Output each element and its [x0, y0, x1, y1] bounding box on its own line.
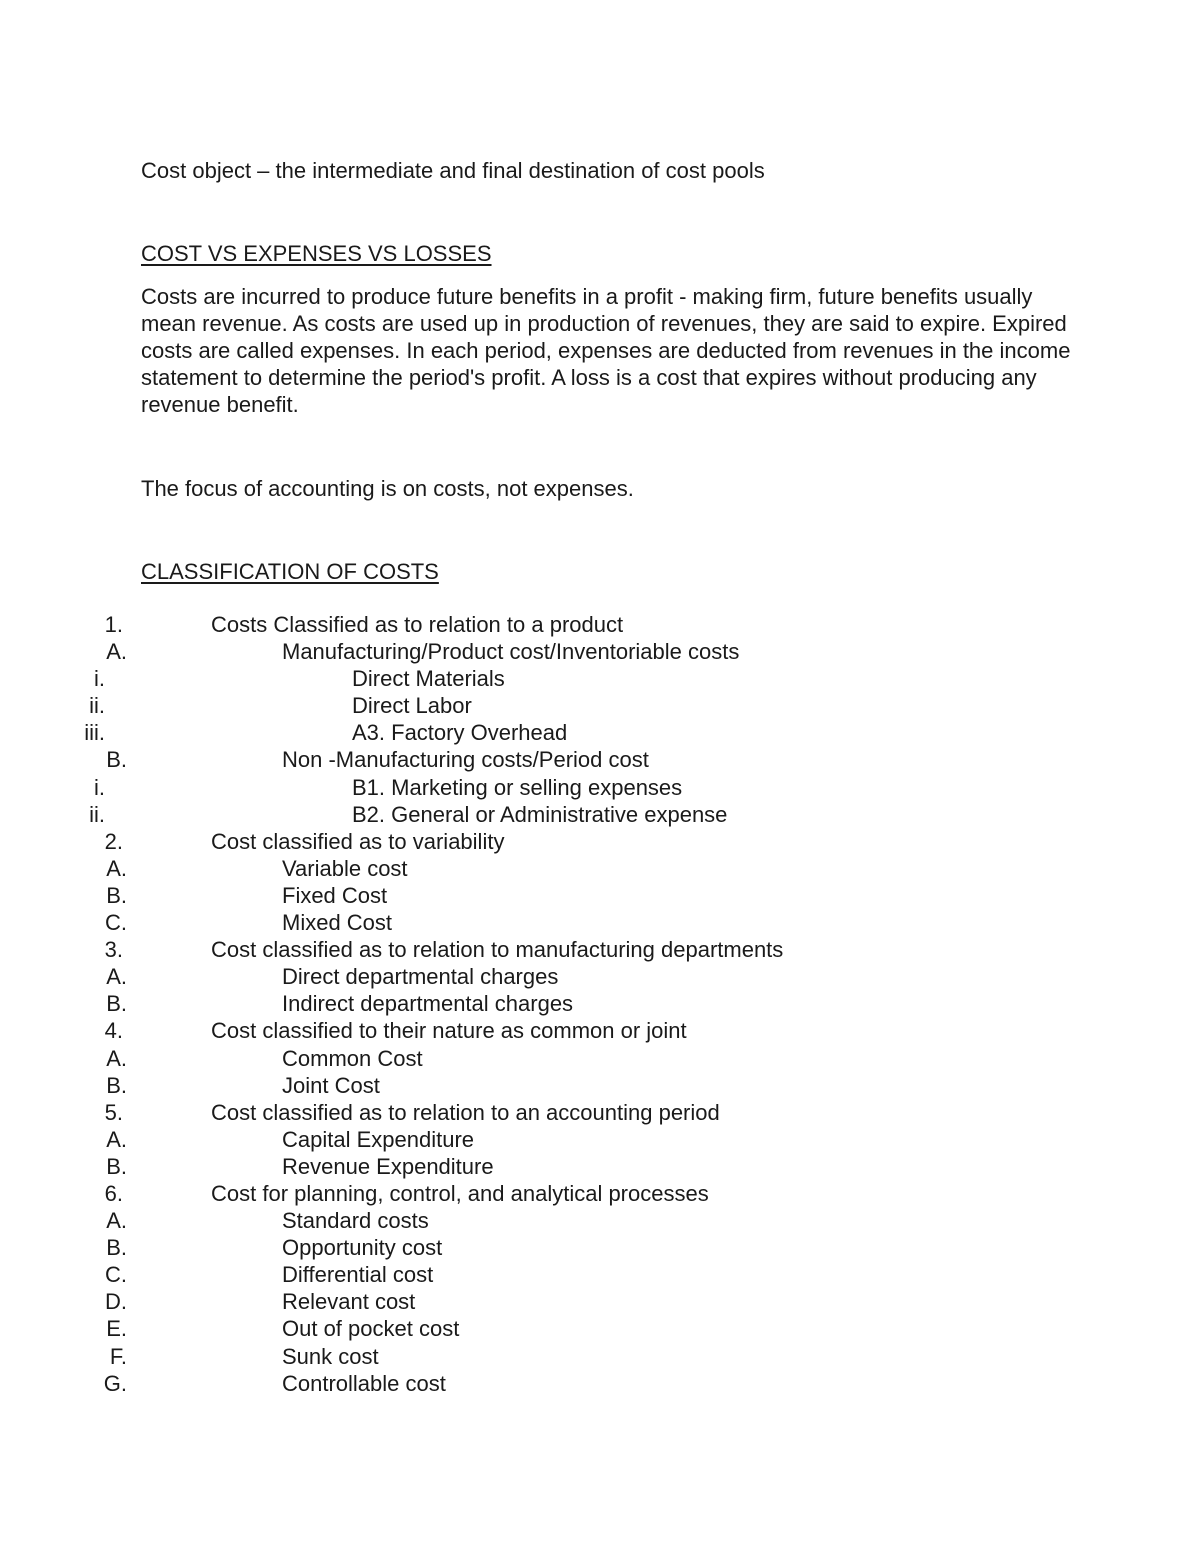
- outline-item: [0, 638, 1000, 665]
- outline-item-text: Controllable cost: [282, 1370, 446, 1396]
- outline-item: [0, 1343, 1000, 1370]
- outline-item: [0, 611, 1000, 638]
- outline-marker: B.: [106, 747, 127, 773]
- outline-item: [0, 801, 1000, 828]
- outline-item-text: B2. General or Administrative expense: [352, 801, 728, 827]
- outline-item: [0, 1153, 1000, 1180]
- outline-marker: B.: [106, 991, 127, 1017]
- outline-item: [0, 882, 1000, 909]
- outline-marker: A.: [106, 639, 127, 665]
- outline-marker: ii.: [89, 801, 105, 827]
- outline-item: [0, 855, 1000, 882]
- outline-item: [0, 1180, 1000, 1207]
- outline-item-text: Out of pocket cost: [282, 1316, 460, 1342]
- outline-item-text: Cost classified to their nature as common or joint: [211, 1018, 687, 1044]
- outline-item: [0, 936, 1000, 963]
- outline-marker: iii.: [84, 720, 105, 746]
- outline-item-text: Opportunity cost: [282, 1235, 443, 1261]
- outline-marker: B.: [106, 882, 127, 908]
- outline-item: [0, 774, 1000, 801]
- outline-item: [0, 1045, 1000, 1072]
- outline-item-text: Cost classified as to relation to manufacturing departments: [211, 937, 784, 963]
- classification-outline: [0, 611, 1000, 1397]
- outline-item-text: Fixed Cost: [282, 882, 388, 908]
- outline-item-text: Direct Labor: [352, 693, 472, 719]
- outline-marker: D.: [105, 1289, 127, 1315]
- section-heading-classification: CLASSIFICATION OF COSTS: [141, 559, 439, 584]
- outline-marker: B.: [106, 1153, 127, 1179]
- outline-marker: G.: [103, 1370, 127, 1396]
- outline-marker: 6.: [104, 1180, 123, 1206]
- outline-marker: C.: [105, 1262, 127, 1288]
- outline-item-text: Sunk cost: [282, 1343, 379, 1369]
- outline-item-text: Joint Cost: [282, 1072, 380, 1098]
- outline-marker: 1.: [104, 612, 123, 637]
- outline-item-text: A3. Factory Overhead: [352, 720, 568, 746]
- outline-item-text: Common Cost: [282, 1045, 423, 1071]
- outline-item-text: Direct departmental charges: [282, 964, 559, 990]
- section-heading-cost-vs-expenses: COST VS EXPENSES VS LOSSES: [141, 241, 492, 266]
- outline-item-text: Revenue Expenditure: [282, 1153, 494, 1179]
- cost-expense-loss-paragraph: Costs are incurred to produce future benefits in a profit - making firm, future benefits usually mean revenue. As costs are used up in production of revenues, they are said to expire. Expired costs are called expenses. In each period, expenses are deducted from revenues in the income statement to determine the period's profit. A loss is a cost that expires without producing any revenue benefit.: [141, 284, 1071, 417]
- outline-marker: F.: [109, 1343, 127, 1369]
- focus-of-accounting-line: The focus of accounting is on costs, not expenses.: [141, 476, 634, 501]
- outline-marker: i.: [94, 774, 105, 800]
- outline-marker: A.: [106, 1208, 127, 1234]
- outline-item: [0, 1261, 1000, 1288]
- outline-item: [0, 1207, 1000, 1234]
- outline-item: [0, 746, 1000, 773]
- outline-item: [0, 692, 1000, 719]
- outline-item-text: Indirect departmental charges: [282, 991, 574, 1017]
- outline-item: [0, 1370, 1000, 1397]
- outline-item-text: Manufacturing/Product cost/Inventoriable costs: [282, 639, 740, 665]
- outline-item: [0, 990, 1000, 1017]
- outline-item: [0, 1072, 1000, 1099]
- outline-item: [0, 828, 1000, 855]
- outline-item: [0, 1099, 1000, 1126]
- outline-item-text: Standard costs: [282, 1208, 429, 1234]
- outline-item-text: Non -Manufacturing costs/Period cost: [282, 747, 649, 773]
- outline-marker: A.: [106, 1045, 127, 1071]
- outline-item-text: Mixed Cost: [282, 910, 393, 936]
- outline-marker: 5.: [104, 1099, 123, 1125]
- outline-item-text: Variable cost: [282, 855, 408, 881]
- outline-marker: 3.: [104, 937, 123, 963]
- outline-item: [0, 1126, 1000, 1153]
- outline-item-text: Differential cost: [282, 1262, 434, 1288]
- outline-item: [0, 1234, 1000, 1261]
- outline-item: [0, 1017, 1000, 1044]
- outline-item-text: Cost for planning, control, and analytical processes: [211, 1180, 709, 1206]
- outline-item: [0, 1315, 1000, 1342]
- outline-item-text: Costs Classified as to relation to a product: [211, 612, 624, 637]
- outline-marker: E.: [106, 1316, 127, 1342]
- outline-marker: A.: [106, 1126, 127, 1152]
- outline-item: [0, 665, 1000, 692]
- outline-marker: A.: [106, 964, 127, 990]
- outline-item-text: B1. Marketing or selling expenses: [352, 774, 683, 800]
- outline-marker: 2.: [104, 828, 123, 854]
- outline-item-text: Cost classified as to relation to an accounting period: [211, 1099, 720, 1125]
- outline-item-text: Relevant cost: [282, 1289, 416, 1315]
- outline-item-text: Cost classified as to variability: [211, 828, 505, 854]
- cost-object-definition: Cost object – the intermediate and final destination of cost pools: [141, 158, 765, 183]
- outline-marker: i.: [94, 666, 105, 692]
- outline-item: [0, 1288, 1000, 1315]
- outline-marker: 4.: [104, 1018, 123, 1044]
- outline-marker: A.: [106, 855, 127, 881]
- outline-marker: B.: [106, 1235, 127, 1261]
- outline-item-text: Direct Materials: [352, 666, 505, 692]
- outline-item: [0, 963, 1000, 990]
- outline-item: [0, 909, 1000, 936]
- outline-marker: B.: [106, 1072, 127, 1098]
- outline-item-text: Capital Expenditure: [282, 1126, 475, 1152]
- outline-marker: ii.: [89, 693, 105, 719]
- outline-item: [0, 719, 1000, 746]
- outline-marker: C.: [105, 910, 127, 936]
